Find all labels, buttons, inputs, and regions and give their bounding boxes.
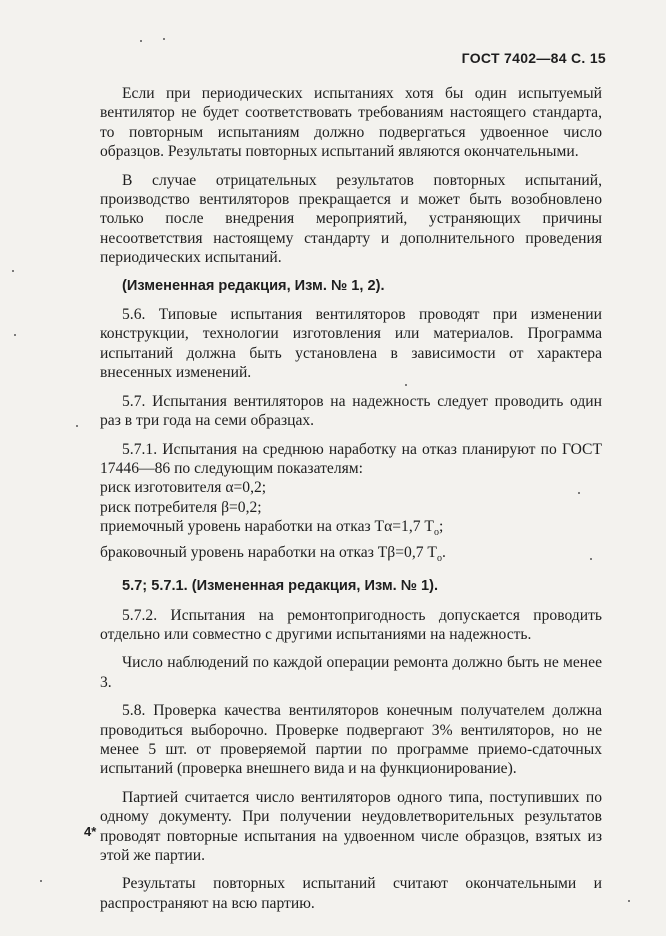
paragraph-periodic-tests: Если при периодических испытаниях хотя бы один испытуемый вентилятор не будет соответствовать требованиям настоящего стандарта, то повторным испытаниям должно подвергаться удвоенное число образцов. Результаты повторных испытаний являются окончательными. [100,85,602,161]
indicator-list [100,478,602,568]
page-footer-mark: 4* [84,824,97,839]
indicator-producer-risk: риск изготовителя α=0,2; [100,479,267,497]
paragraph-repair-observations: Число наблюдений по каждой операции ремонта должно быть не менее 3. [100,654,602,691]
clause-5-7-2: 5.7.2. Испытания на ремонтопригодность допускается проводить отдельно или совместно с другими испытаниями на надежность. [100,606,602,643]
paragraph-negative-results: В случае отрицательных результатов повторных испытаний, производство вентиляторов прекращается и может быть возобновлено только после внедрения мероприятий, устраняющих причины несоответствия настоящему стандарту и дополнительного проведения периодических испытаний. [100,171,602,267]
scan-speck [163,38,165,40]
indicator-acceptance-level: приемочный уровень наработки на отказ Tα=1,7 $T_o$; [100,518,444,539]
indicator-consumer-risk: риск потребителя β=0,2; [100,498,262,516]
clause-5-7: 5.7. Испытания вентиляторов на надежность следует проводить один раз в три года на семи образцах. [100,392,602,430]
clause-5-6: 5.6. Типовые испытания вентиляторов проводят при изменении конструкции, технологии изготовления или материалов. Программа испытаний должна быть установлена в зависимости от характера внесенных изменений. [100,306,602,382]
scan-speck [14,334,16,336]
scan-speck [40,880,42,882]
page-header: ГОСТ 7402—84 С. 15 [461,50,606,66]
indicator-rejection-level: браковочный уровень наработки на отказ Tβ=0,7 $T_o$. [100,543,446,564]
scan-speck [76,425,78,427]
clause-5-7-1: 5.7.1. Испытания на среднюю наработку на отказ планируют по ГОСТ 17446—86 по следующим показателям: [100,440,602,477]
amendment-note-1: 5.7; 5.7.1. (Измененная редакция, Изм. № 1). [122,578,439,595]
scan-speck [405,384,407,386]
paragraph-batch-definition: Партией считается число вентиляторов одного типа, поступивших по одному документу. При получении неудовлетворительных результатов проводят повторные испытания на удвоенном числе образцов, взятых из этой же партии. [100,788,602,865]
clause-5-8: 5.8. Проверка качества вентиляторов конечным получателем должна проводиться выборочно. Проверке подвергают 3% вентиляторов, но не менее 5 шт. от проверяемой партии по программе приемо-сдаточных испытаний (проверка внешнего вида и на функционирование). [100,702,602,778]
document-body [100,84,602,913]
scan-speck [578,492,580,494]
amendment-note-1-2: (Измененная редакция, Изм. № 1, 2). [122,277,385,294]
scan-speck [140,40,142,42]
scan-speck [590,558,592,560]
scan-speck [12,270,14,272]
scan-speck [628,900,630,902]
paragraph-final-results: Результаты повторных испытаний считают окончательными и распространяют на всю партию. [100,875,602,912]
